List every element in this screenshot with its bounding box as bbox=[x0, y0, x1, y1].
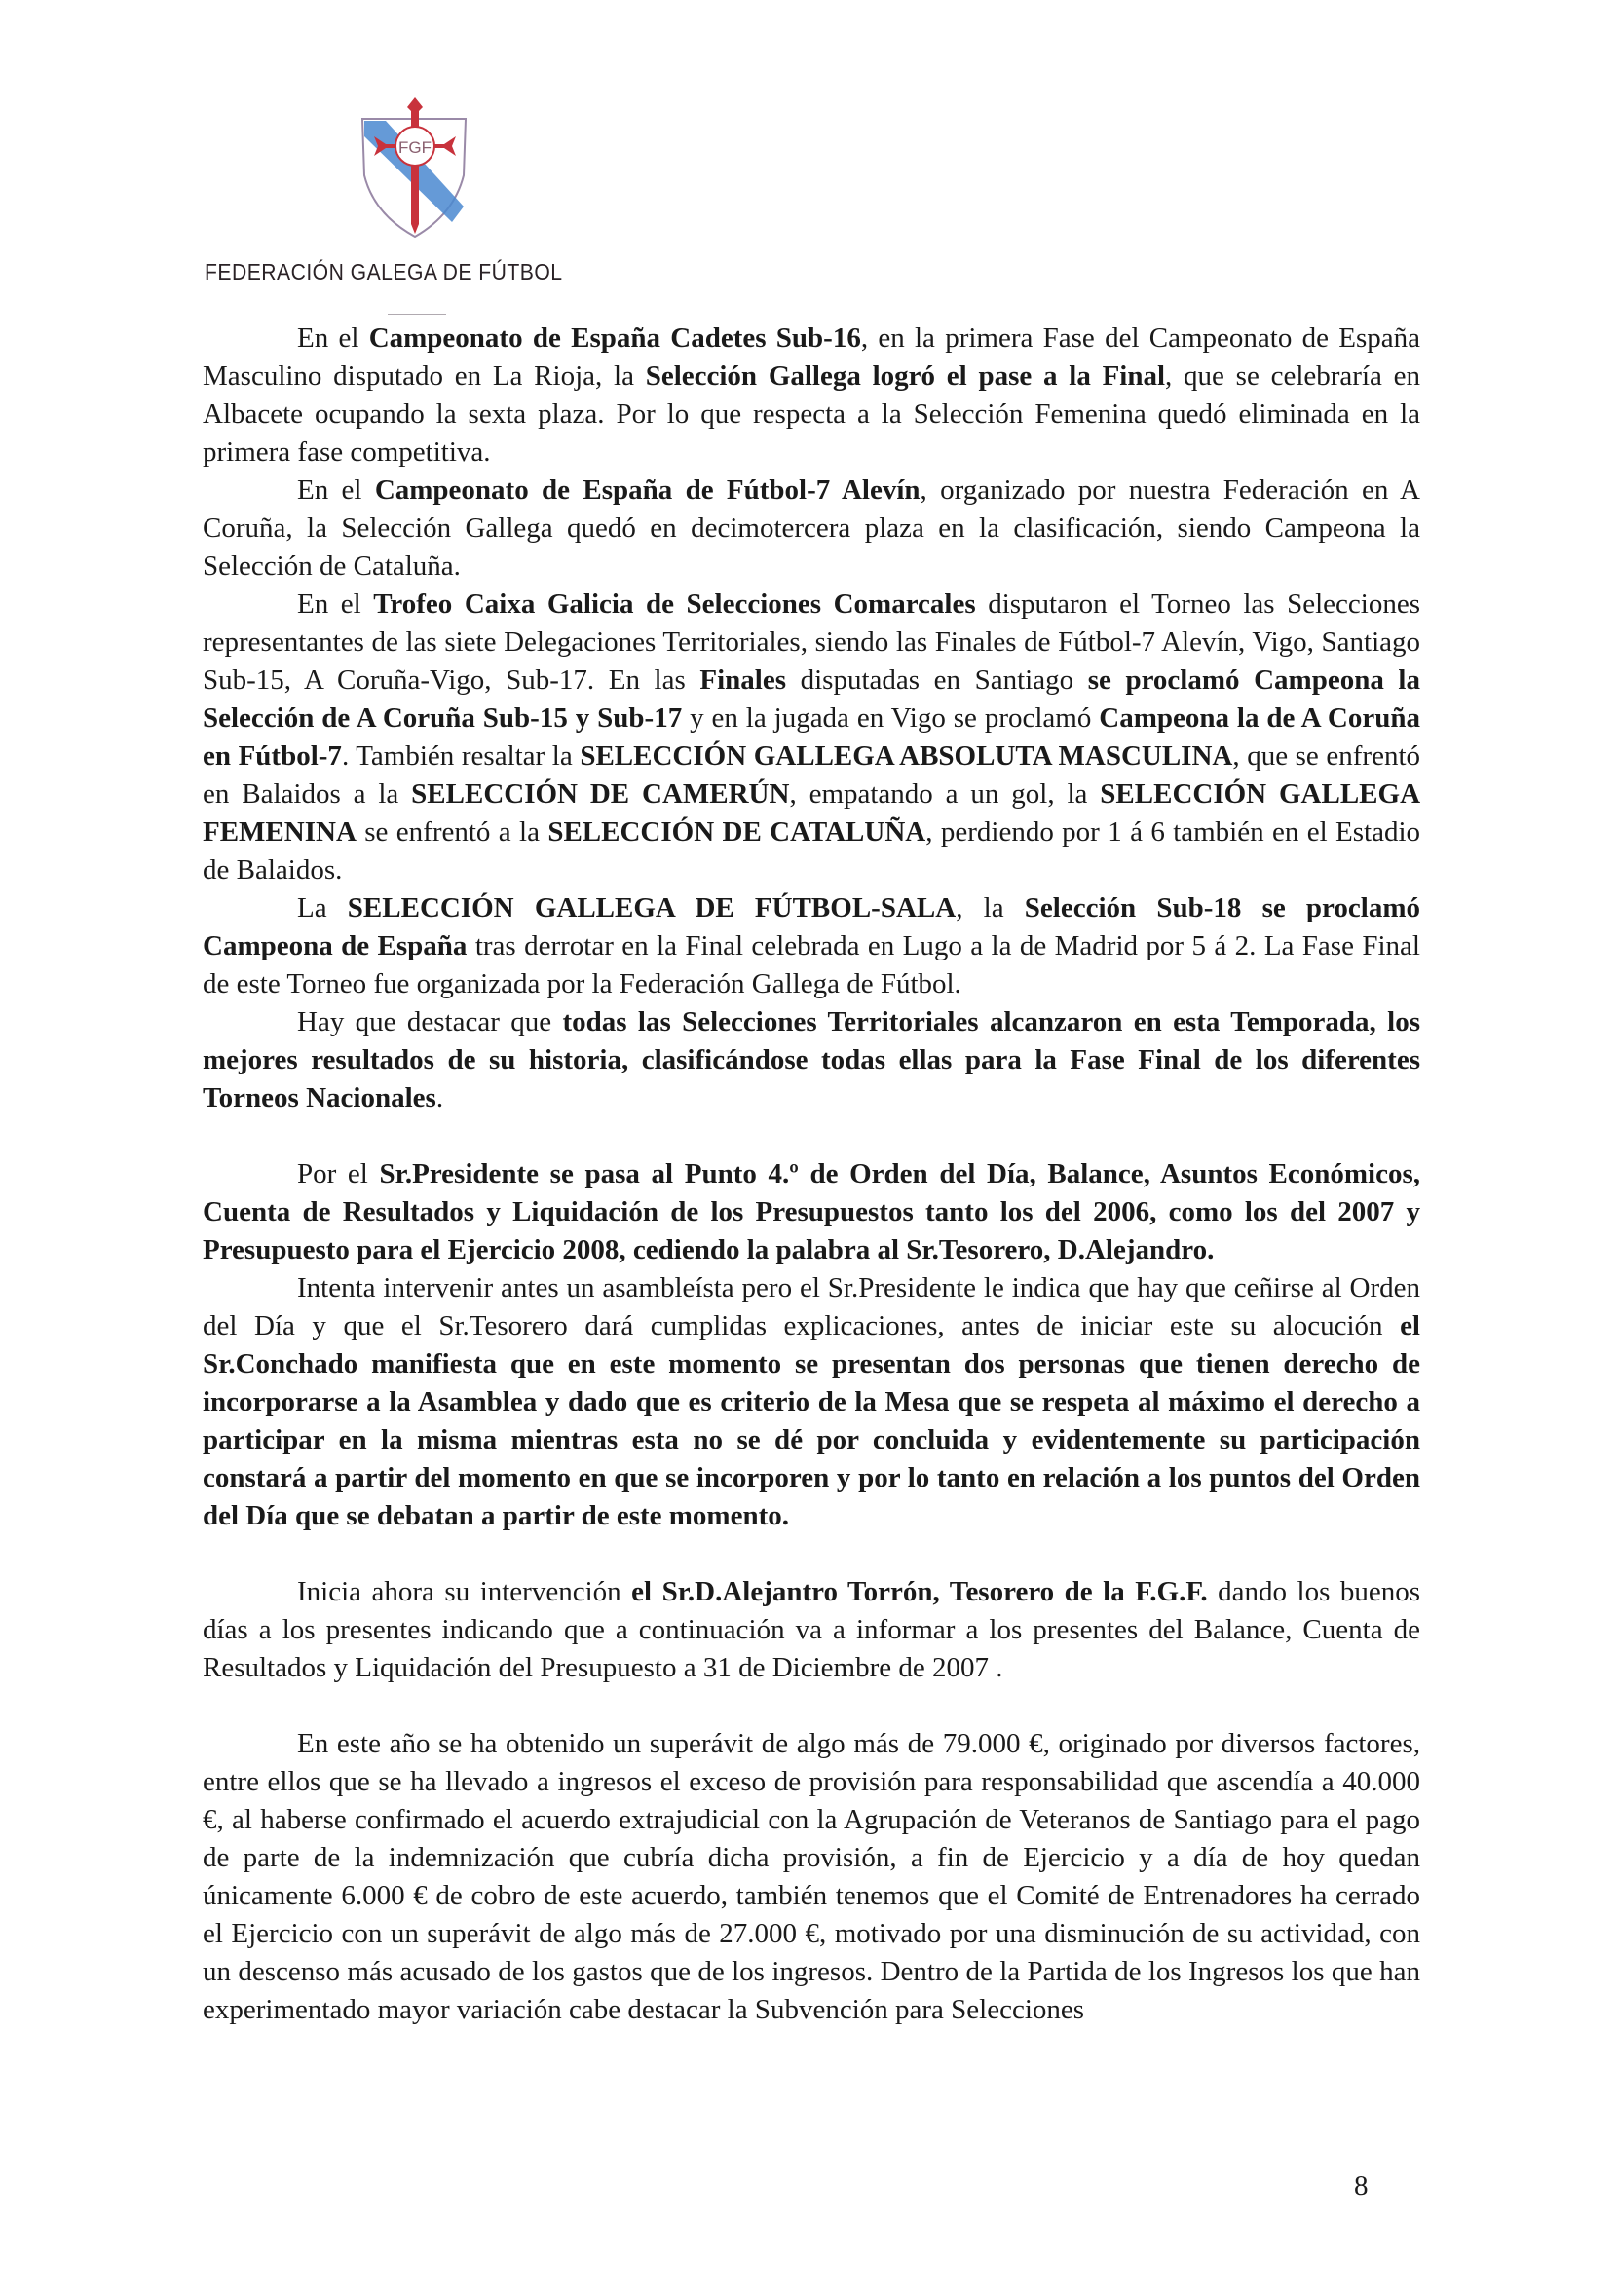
organization-name: FEDERACIÓN GALEGA DE FÚTBOL bbox=[205, 259, 563, 284]
text: , que se celebraría en Albacete ocupando la sexta plaza. Por lo que respecta a la Selección Femenina quedó eliminada en la primera fase competitiva. bbox=[203, 360, 1421, 468]
text: tras derrotar en la Final celebrada en Lugo a la de Madrid por 5 á 2. La Fase Final de este Torneo fue organizada por la Federación Gallega de Fútbol. bbox=[203, 930, 1420, 999]
text: Inicia ahora su intervención bbox=[297, 1576, 632, 1607]
text: , en la primera Fase del Campeonato de España Masculino disputado en La Rioja, la bbox=[203, 322, 1420, 392]
paragraph bbox=[203, 1573, 1420, 1687]
text: Por el bbox=[297, 1158, 380, 1189]
text: Intenta intervenir antes un asambleísta pero el Sr.Presidente le indica que hay que ceñirse al Orden del Día y que el Sr.Tesorero dará cumplidas explicaciones, antes de iniciar este su alocución bbox=[203, 1272, 1420, 1341]
text: En el bbox=[297, 322, 369, 354]
page-number: 8 bbox=[1354, 2170, 1369, 2202]
logo-text: FGF bbox=[398, 138, 432, 157]
bold-text: Trofeo Caixa Galicia de Selecciones Comarcales bbox=[373, 588, 976, 620]
text: La bbox=[297, 892, 348, 923]
bold-text: SELECCIÓN GALLEGA FEMENINA bbox=[203, 778, 1421, 847]
bold-text: se proclamó Campeona la Selección de A Coruña Sub-15 y Sub-17 bbox=[203, 664, 1420, 734]
text: disputaron el Torneo las Selecciones representantes de las siete Delegaciones Territoriales, siendo las Finales de Fútbol-7 Alevín, Vigo, Santiago Sub-15, A Coruña-Vigo, Sub-17. En las bbox=[203, 588, 1421, 696]
text: , que se enfrentó en Balaidos a la bbox=[203, 740, 1421, 809]
bold-text: Selección Sub-18 se proclamó Campeona de España bbox=[203, 892, 1420, 961]
text: En el bbox=[297, 588, 374, 620]
bold-text: el Sr.D.Alejantro Torrón, Tesorero de la F.G.F. bbox=[631, 1576, 1208, 1607]
text: , organizado por nuestra Federación en A Coruña, la Selección Gallega quedó en decimotercera plaza en la clasificación, siendo Campeona la Selección de Cataluña. bbox=[203, 474, 1420, 582]
divider bbox=[388, 314, 446, 315]
text: , empatando a un gol, la bbox=[789, 778, 1101, 809]
paragraph bbox=[203, 1155, 1420, 1269]
document-body bbox=[203, 320, 1420, 2029]
bold-text: Sr.Presidente se pasa al Punto 4.º de Orden del Día, Balance, Asuntos Económicos, Cuenta de Resultados y Liquidación de los Presupuestos tanto los del 2006, como los del 2007 y Presupuesto para el Ejercicio 2008, cediendo la palabra al Sr.Tesorero, D.Alejandro. bbox=[203, 1158, 1421, 1265]
paragraph bbox=[203, 471, 1420, 585]
text: Hay que destacar que bbox=[297, 1006, 563, 1037]
bold-text: SELECCIÓN DE CAMERÚN bbox=[411, 778, 790, 809]
bold-text: Campeona la de A Coruña en Fútbol-7 bbox=[203, 702, 1420, 772]
text: En el bbox=[297, 474, 375, 506]
text: se enfrentó a la bbox=[356, 816, 548, 847]
bold-text: Campeonato de España Cadetes Sub-16 bbox=[368, 322, 861, 354]
bold-text: SELECCIÓN GALLEGA DE FÚTBOL-SALA bbox=[347, 892, 957, 923]
paragraph bbox=[203, 889, 1420, 1003]
paragraph bbox=[203, 585, 1420, 889]
text: . bbox=[435, 1082, 444, 1113]
paragraph bbox=[203, 1003, 1420, 1117]
paragraph bbox=[203, 1725, 1420, 2029]
text: , perdiendo por 1 á 6 también en el Estadio de Balaidos. bbox=[203, 816, 1421, 885]
bold-text: todas las Selecciones Territoriales alcanzaron en esta Temporada, los mejores resultados de su historia, clasificándose todas ellas para la Fase Final de los diferentes Torneos Nacionales bbox=[203, 1006, 1420, 1113]
bold-text: Selección Gallega logró el pase a la Final bbox=[645, 360, 1166, 392]
bold-text: Campeonato de España de Fútbol-7 Alevín bbox=[374, 474, 921, 506]
bold-text: SELECCIÓN GALLEGA ABSOLUTA MASCULINA bbox=[580, 740, 1233, 772]
fgf-crest-logo bbox=[357, 97, 471, 239]
text: disputadas en Santiago bbox=[786, 664, 1088, 696]
bold-text: Finales bbox=[699, 664, 786, 696]
bold-text: SELECCIÓN DE CATALUÑA bbox=[547, 816, 926, 847]
text: En este año se ha obtenido un superávit de algo más de 79.000 €, originado por diversos factores, entre ellos que se ha llevado a ingresos el exceso de provisión para responsabilidad que ascendía a 40.000 €, al haberse confirmado el acuerdo extrajudicial con la Agrupación de Veteranos de Santiago para el pago de parte de la indemnización que cubría dicha provisión, a fin de Ejercicio y a día de hoy quedan únicamente 6.000 € de cobro de este acuerdo, también tenemos que el Comité de Entrenadores ha cerrado el Ejercicio con un superávit de algo más de 27.000 €, motivado por una disminución de su actividad, con un descenso más acusado de los gastos que de los ingresos. Dentro de la Partida de los Ingresos los que han experimentado mayor variación cabe destacar la Subvención para Selecciones bbox=[203, 1728, 1420, 2025]
text: dando los buenos días a los presentes indicando que a continuación va a informar a los presentes del Balance, Cuenta de Resultados y Liquidación del Presupuesto a 31 de Diciembre de 2007 . bbox=[203, 1576, 1421, 1683]
bold-text: el Sr.Conchado manifiesta que en este momento se presentan dos personas que tienen derecho de incorporarse a la Asamblea y dado que es criterio de la Mesa que se respeta al máximo el derecho a participar en la misma mientras esta no se dé por concluida y evidentemente su participación constará a partir del momento en que se incorporen y por lo tanto en relación a los puntos del Orden del Día que se debatan a partir de este momento. bbox=[203, 1310, 1420, 1531]
text: . También resaltar la bbox=[341, 740, 581, 772]
paragraph bbox=[203, 320, 1420, 471]
text: y en la jugada en Vigo se proclamó bbox=[682, 702, 1100, 734]
text: , la bbox=[956, 892, 1025, 923]
paragraph bbox=[203, 1269, 1420, 1535]
